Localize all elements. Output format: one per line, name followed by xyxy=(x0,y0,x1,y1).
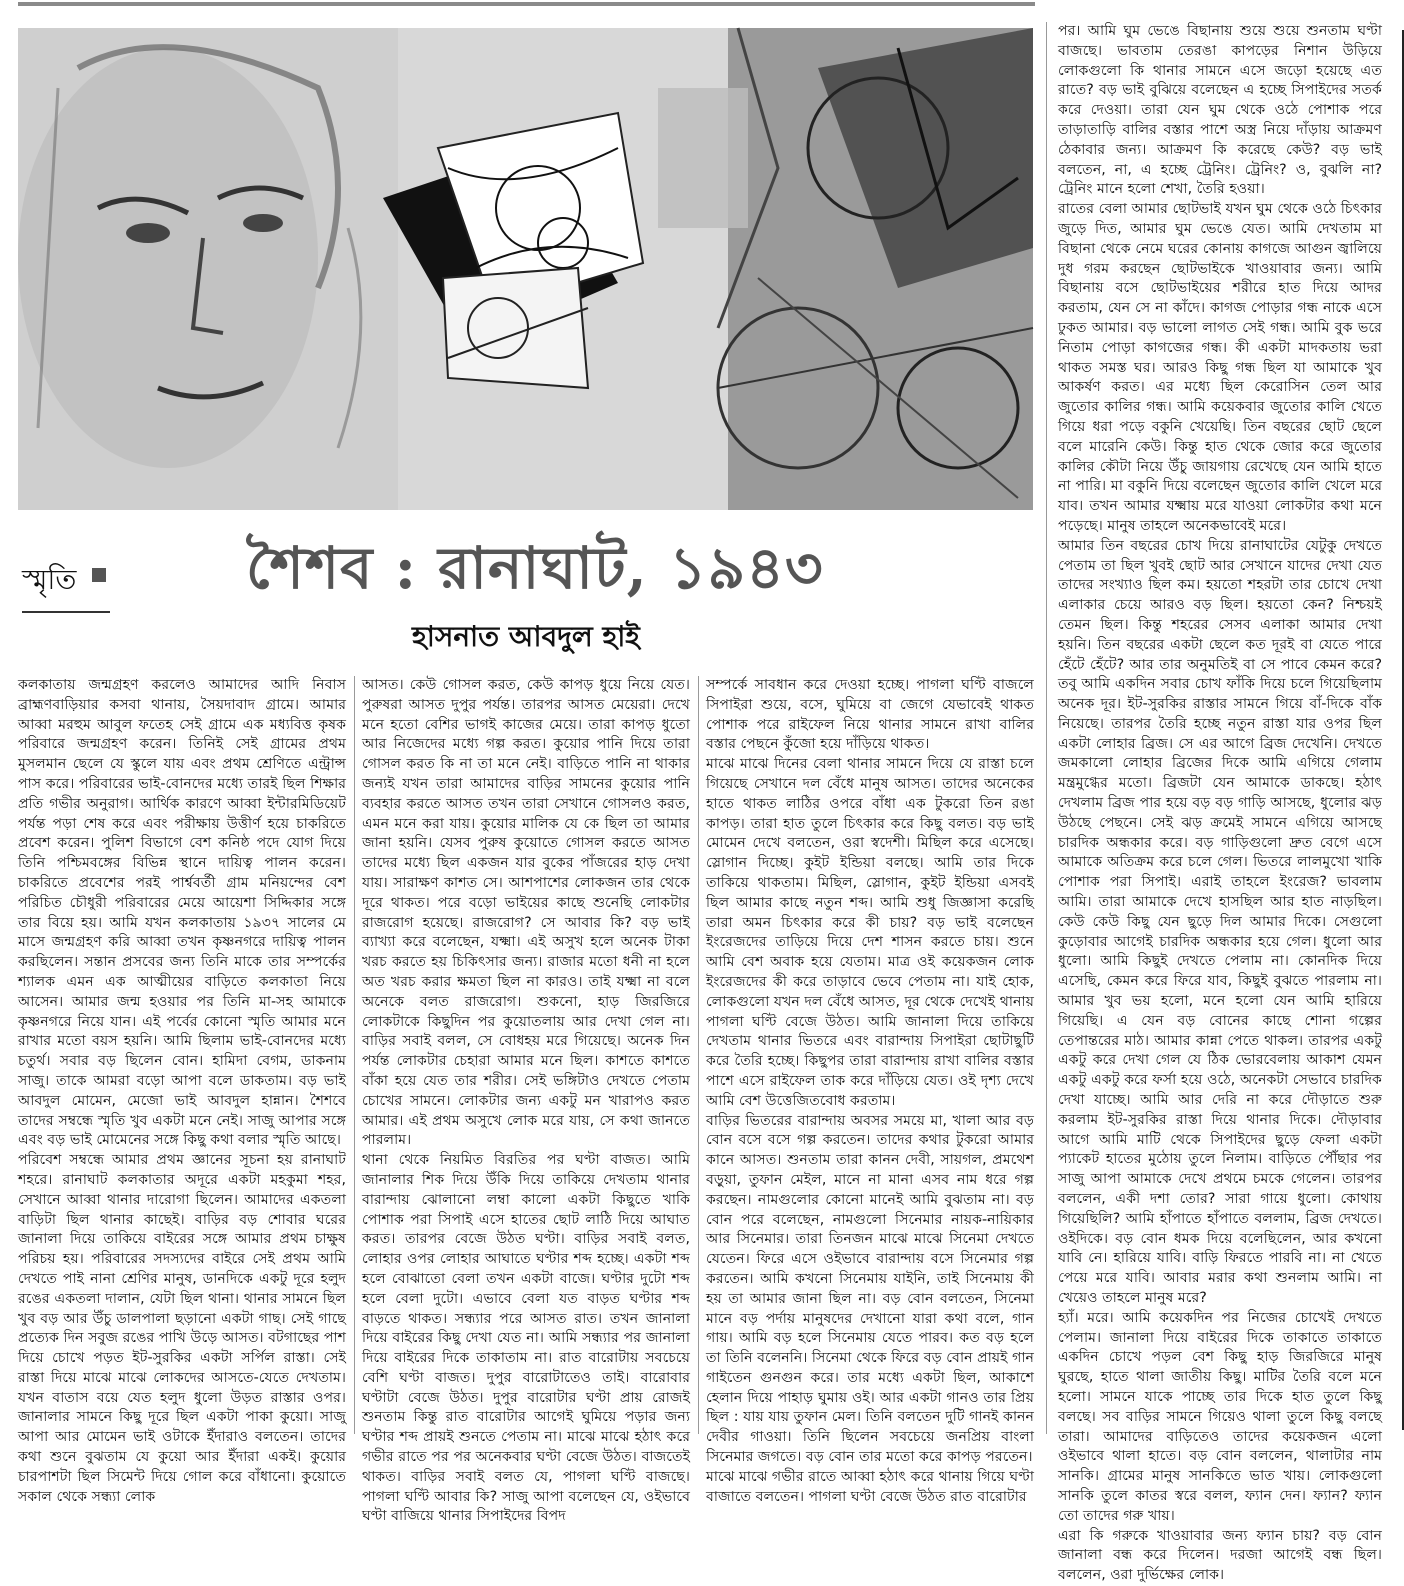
column-divider xyxy=(354,676,355,1434)
article-column-4: পর। আমি ঘুম ভেঙে বিছানায় শুয়ে শুয়ে শুনতাম ঘণ্টা বাজছে। ভাবতাম তেরঙা কাপড়ের নিশান উড়িয়ে লোকগুলো কি থানার সামনে এসে জড়ো হয়েছে এত রাতে? বড় ভাই বুঝিয়ে বলেছেন এ হচ্ছে সিপাইদের সতর্ক করে দেওয়া। তারা যেন ঘুম থেকে ওঠে পোশাক পরে তাড়াতাড়ি বালির বস্তার পাশে অস্ত্র নিয়ে দাঁড়ায় আক্রমণ ঠেকাবার জন্য। আক্রমণ কি করেছে কেউ? বড় ভাই বলতেন, না, এ হচ্ছে ট্রেনিং। ট্রেনিং? ও, বুঝলি না? ট্রেনিং মানে হলো শেখা, তৈরি হওয়া। রাতের বেলা আমার ছোটভাই যখন ঘুম থেকে ওঠে চিৎকার জুড়ে দিত, আমার ঘুম ভেঙে যেত। আমি দেখতাম মা বিছানা থেকে নেমে ঘরের কোনায় কাগজে আগুন জ্বালিয়ে দুধ গরম করছেন ছোটভাইকে খাওয়াবার জন্য। আমি বিছানায় বসে ছোটভাইয়ের শরীরে হাত দিয়ে আদর করতাম, যেন সে না কাঁদে। কাগজ পোড়ার গন্ধ নাকে এসে ঢুকত আমার। বড় ভালো লাগত সেই গন্ধ। আমি বুক ভরে নিতাম পোড়া কাগজের গন্ধ। কী একটা মাদকতায় ভরা থাকত সমস্ত ঘর। আরও কিছু গন্ধ ছিল যা আমাকে খুব আকর্ষণ করত। এর মধ্যে ছিল কেরোসিন তেল আর জুতোর কালির গন্ধ। আমি কয়েকবার জুতোর কালি খেতে গিয়ে ধরা পড়ে বকুনি খেয়েছি। তিন বছরের ছোট ছেলে বলে মারেনি কেউ। কিন্তু হাত থেকে জোর করে জুতোর কালির কৌটা নিয়ে উঁচু জায়গায় রেখেছে যেন আমি হাতে না পারি। মা বকুনি দিয়ে বলেছেন জুতোর কালি খেলে মরে যাব। তখন আমার যক্ষ্মায় মরে যাওয়া লোকটার কথা মনে পড়েছে। মানুষ তাহলে অনেকভাবেই মরে। আমার তিন বছরের চোখ দিয়ে রানাঘাটের যেটুকু দেখতে পেতাম তা ছিল খুবই ছোট আর সেখানে যাদের দেখা যেত তাদের সংখ্যাও ছিল কম। হয়তো শহরটা তার চোখে দেখা এলাকার চেয়ে আরও বড় ছিল। হয়তো কেন? নিশ্চয়ই তেমন ছিল। কিন্তু শহরের সেসব এলাকা আমার দেখা হয়নি। তিন বছরের একটা ছেলে কত দূরই বা যেতে পারে হেঁটে হেঁটে? আর তার অনুমতিই বা সে পাবে কেমন করে? তবু আমি একদিন সবার চোখ ফাঁকি দিয়ে চলে গিয়েছিলাম অনেক দূর। ইট-সুরকির রাস্তার সামনে গিয়ে বাঁ-দিকে বাঁক নিয়েছে। তারপর তৈরি হচ্ছে নতুন রাস্তা যার ওপর ছিল একটা লোহার ব্রিজ। সে এর আগে ব্রিজ দেখেনি। দেখতে জমকালো লোহার ব্রিজের দিকে আমি এগিয়ে গেলাম মন্ত্রমুগ্ধের মতো। ব্রিজটা যেন আমাকে ডাকছে। হঠাৎ দেখলাম ব্রিজ পার হয়ে বড় বড় গাড়ি আসছে, ধুলোর ঝড় উঠছে পেছনে। সেই ঝড় ক্রমেই সামনে এগিয়ে আসছে চারদিক অন্ধকার করে। বড় গাড়িগুলো দ্রুত বেগে এসে আমাকে অতিক্রম করে চলে গেল। ভিতরে লালমুখো খাকি পোশাক পরা সিপাই। এরাই তাহলে ইংরেজ? ভাবলাম আমি। তারা আমাকে দেখে হাসছিল আর হাত নাড়ছিল। কেউ কেউ কিছু যেন ছুড়ে দিল আমার দিকে। সেগুলো কুড়োবার আগেই চারদিক অন্ধকার হয়ে গেল। ধুলো আর ধুলো। আমি কিছুই দেখতে পেলাম না। কোনদিক দিয়ে এসেছি, কেমন করে ফিরে যাব, কিছুই বুঝতে পারলাম না। আমার খুব ভয় হলো, মনে হলো যেন আমি হারিয়ে গিয়েছি। এ যেন বড় বোনের কাছে শোনা গল্পের তেপান্তরের মাঠ। আমার কান্না পেতে থাকল। তারপর একটু একটু করে দেখা গেল যে ঠিক ভোরবেলায় আকাশ যেমন একটু একটু করে ফর্সা হয়ে ওঠে, অনেকটা সেভাবে চারদিক দেখা যাচ্ছে। আমি আর দেরি না করে দৌড়াতে শুরু করলাম ইট-সুরকির রাস্তা দিয়ে থানার দিকে। দৌড়াবার আগে আমি মাটি থেকে সিপাইদের ছুড়ে ফেলা একটা প্যাকেট হাতের মুঠোয় তুলে নিলাম। বাড়িতে পৌঁছার পর সাজু আপা আমাকে দেখে প্রথমে চমকে গেলেন। তারপর বললেন, একী দশা তোর? সারা গায়ে ধুলো। কোথায় গিয়েছিলি? আমি হাঁপাতে হাঁপাতে বললাম, ব্রিজ দেখতে। ওইদিকে। বড় বোন ধমক দিয়ে বলেছিলেন, আর কখনো যাবি নে। হারিয়ে যাবি। বাড়ি ফিরতে পারবি না। না খেতে পেয়ে মরে যাবি। আবার মরার কথা শুনলাম আমি। না খেয়েও তাহলে মানুষ মরে? হ্যাঁ। মরে। আমি কয়েকদিন পর নিজের চোখেই দেখতে পেলাম। জানালা দিয়ে বাইরের দিকে তাকাতে তাকাতে একদিন চোখে পড়ল বেশ কিছু হাড় জিরজিরে মানুষ ঘুরছে, হাতে থালা জাতীয় কিছু। মাটির তৈরি বলে মনে হলো। সামনে যাকে পাচ্ছে তার দিকে হাত তুলে কিছু বলছে। সব বাড়ির সামনে গিয়েও থালা তুলে কিছু বলছে তারা। আমাদের বাড়িতেও তাদের কয়েকজন এলো ওইভাবে থালা হাতে। বড় বোন বললেন, থালাটার নাম সানকি। গ্রামের মানুষ সানকিতে ভাত খায়। লোকগুলো সানকি তুলে কাতর স্বরে বলল, ফ্যান দেন। ফ্যান? ফ্যান তো তাদের গরু খায়। এরা কি গরুকে খাওয়াবার জন্য ফ্যান চায়? বড় বোন জানালা বন্ধ করে দিলেন। দরজা আগেই বন্ধ ছিল। বললেন, ওরা দুর্ভিক্ষের লোক। xyxy=(1058,23,1382,1584)
section-label: স্মৃতি xyxy=(22,558,110,613)
article-headline: শৈশব : রানাঘাট, ১৯৪৩ xyxy=(246,534,824,602)
article-column-1: কলকাতায় জন্মগ্রহণ করলেও আমাদের আদি নিবাস ব্রাহ্মণবাড়িয়ার কসবা থানায়, সৈয়দাবাদ গ্রামে। আমার আব্বা মরহুম আবুল ফতেহ সেই গ্রামে এক মধ্যবিত্ত কৃষক পরিবারে জন্মগ্রহণ করেন। তিনিই সেই গ্রামের প্রথম মুসলমান ছেলে যে স্কুলে যায় এবং প্রথম শ্রেণিতে এন্ট্রান্স পাস করে। পরিবারের ভাই-বোনদের মধ্যে তারই ছিল শিক্ষার প্রতি গভীর অনুরাগ। আর্থিক কারণে আব্বা ইন্টারমিডিয়েট পর্যন্ত পড়া শেষ করে এবং পরীক্ষায় উত্তীর্ণ হয়ে চাকরিতে প্রবেশ করেন। পুলিশ বিভাগে বেশ কনিষ্ঠ পদে যোগ দিয়ে তিনি পশ্চিমবঙ্গের বিভিন্ন স্থানে দায়িত্ব পালন করেন। চাকরিতে প্রবেশের পরই পার্শ্ববর্তী গ্রাম মনিয়ন্দের বেশ পরিচিত চৌধুরী পরিবারের মেয়ে আয়েশা সিদ্দিকার সঙ্গে তার বিয়ে হয়। আমি যখন কলকাতায় ১৯৩৭ সালের মে মাসে জন্মগ্রহণ করি আব্বা তখন কৃষ্ণনগরে দায়িত্ব পালন করছিলেন। সন্তান প্রসবের জন্য তিনি মাকে তার সম্পর্কের শ্যালক এমন এক আত্মীয়ের বাড়িতে কলকাতা নিয়ে আসেন। আমার জন্ম হওয়ার পর তিনি মা-সহ আমাকে কৃষ্ণনগরে নিয়ে যান। এই পর্বের কোনো স্মৃতি আমার মনে রাখার মতো বয়স হয়নি। আমি ছিলাম ভাই-বোনদের মধ্যে চতুর্থ। সবার বড় ছিলেন বোন। হামিদা বেগম, ডাকনাম সাজু। তাকে আমরা বড়ো আপা বলে ডাকতাম। বড় ভাই আবদুল মোমেন, মেজো ভাই আবদুল হান্নান। শৈশবে তাদের সম্বন্ধে স্মৃতি খুব একটা মনে নেই। সাজু আপার সঙ্গে এবং বড় ভাই মোমেনের সঙ্গে কিছু কথা বলার স্মৃতি আছে। পরিবেশ সম্বন্ধে আমার প্রথম জ্ঞানের সূচনা হয় রানাঘাট শহরে। রানাঘাট কলকাতার অদূরে একটা মহকুমা শহর, সেখানে আব্বা থানার দারোগা ছিলেন। আমাদের একতলা বাড়িটা ছিল থানার কাছেই। বাড়ির বড় শোবার ঘরের জানালা দিয়ে তাকিয়ে বাইরের সঙ্গে আমার প্রথম চাক্ষুষ পরিচয় হয়। পরিবারের সদস্যদের বাইরে সেই প্রথম আমি দেখতে পাই নানা শ্রেণির মানুষ, ডানদিকে একটু দূরে হলুদ রঙের একতলা দালান, যেটা ছিল থানা। থানার সামনে ছিল খুব বড় আর উঁচু ডালপালা ছড়ানো একটা গাছ। সেই গাছে প্রত্যেক দিন সবুজ রঙের পাখি উড়ে আসত। বটগাছের পাশ দিয়ে চোখে পড়ত ইট-সুরকির একটা সর্পিল রাস্তা। সেই রাস্তা দিয়ে মাঝে মাঝে লোকদের আসতে-যেতে দেখতাম। যখন বাতাস বয়ে যেত হলুদ ধুলো উড়ত রাস্তার ওপর। জানালার সামনে কিছু দূরে ছিল একটা পাকা কুয়ো। সাজু আপা আর মোমেন ভাই ওটাকে ইঁদারাও বলতেন। তাদের কথা শুনে বুঝতাম যে কুয়ো আর ইঁদারা একই। কুয়োর চারপাশটা ছিল সিমেন্ট দিয়ে গোল করে বাঁধানো। কুয়োতে সকাল থেকে সন্ধ্যা লোক xyxy=(18,677,346,1505)
sketch-artwork xyxy=(18,28,1033,510)
column-divider xyxy=(698,676,699,1434)
header-illustration xyxy=(18,28,1033,510)
top-rule xyxy=(18,2,1035,6)
section-marker-icon xyxy=(92,568,106,582)
column-divider xyxy=(1046,22,1047,1434)
article-column-3: সম্পর্কে সাবধান করে দেওয়া হচ্ছে। পাগলা ঘণ্টি বাজলে সিপাইরা শুয়ে, বসে, ঘুমিয়ে বা জেগে যেভাবেই থাকত পোশাক পরে রাইফেল নিয়ে থানার সামনে রাখা বালির বস্তার পেছনে কুঁজো হয়ে দাঁড়িয়ে থাকত। মাঝে মাঝে দিনের বেলা থানার সামনে দিয়ে যে রাস্তা চলে গিয়েছে সেখানে দল বেঁধে মানুষ আসত। তাদের অনেকের হাতে থাকত লাঠির ওপরে বাঁধা এক টুকরো তিন রঙা কাপড়। তারা হাত তুলে চিৎকার করে কিছু বলত। বড় ভাই মোমেন দেখে বলতেন, ওরা স্বদেশী। মিছিল করে এসেছে। স্লোগান দিচ্ছে। কুইট ইন্ডিয়া বলছে। আমি তার দিকে তাকিয়ে থাকতাম। মিছিল, স্লোগান, কুইট ইন্ডিয়া এসবই ছিল আমার কাছে নতুন শব্দ। আমি শুধু জিজ্ঞাসা করেছি তারা অমন চিৎকার করে কী চায়? বড় ভাই বলেছেন ইংরেজদের তাড়িয়ে দিয়ে দেশ শাসন করতে চায়। শুনে আমি বেশ অবাক হয়ে যেতাম। মাত্র ওই কয়েকজন লোক ইংরেজদের কী করে তাড়াবে ভেবে পেতাম না। যাই হোক, লোকগুলো যখন দল বেঁধে আসত, দূর থেকে দেখেই থানায় পাগলা ঘণ্টি বেজে উঠত। আমি জানালা দিয়ে তাকিয়ে দেখতাম থানার ভিতরে এবং বারান্দায় সিপাইরা ছোটাছুটি করে তৈরি হচ্ছে। কিছুপর তারা বারান্দায় রাখা বালির বস্তার পাশে এসে রাইফেল তাক করে দাঁড়িয়ে যেত। ওই দৃশ্য দেখে আমি বেশ উত্তেজিতবোধ করতাম। বাড়ির ভিতরের বারান্দায় অবসর সময়ে মা, খালা আর বড় বোন বসে বসে গল্প করতেন। তাদের কথার টুকরো আমার কানে আসত। শুনতাম তারা কানন দেবী, সায়গল, প্রমথেশ বড়ুয়া, তুফান মেইল, মানে না মানা এসব নাম ধরে গল্প করছেন। নামগুলোর কোনো মানেই আমি বুঝতাম না। বড় বোন পরে বলেছেন, নামগুলো সিনেমার নায়ক-নায়িকার আর সিনেমার। তারা তিনজন মাঝে মাঝে সিনেমা দেখতে যেতেন। ফিরে এসে ওইভাবে বারান্দায় বসে সিনেমার গল্প করতেন। আমি কখনো সিনেমায় যাইনি, তাই সিনেমায় কী হয় তা আমার জানা ছিল না। বড় বোন বলতেন, সিনেমা মানে বড় পর্দায় মানুষদের দেখানো যারা কথা বলে, গান গায়। আমি বড় হলে সিনেমায় যেতে পারব। কত বড় হলে তা তিনি বলেননি। সিনেমা থেকে ফিরে বড় বোন প্রায়ই গান গাইতেন গুনগুন করে। তার মধ্যে একটা ছিল, আকাশে হেলান দিয়ে পাহাড় ঘুমায় ওই। আর একটা গানও তার প্রিয় ছিল : যায় যায় তুফান মেল। তিনি বলতেন দুটি গানই কানন দেবীর গাওয়া। তিনি ছিলেন সবচেয়ে জনপ্রিয় বাংলা সিনেমার জগতে। বড় বোন তার মতো করে কাপড় পরতেন। মাঝে মাঝে গভীর রাতে আব্বা হঠাৎ করে থানায় গিয়ে ঘণ্টা বাজাতে বলতেন। পাগলা ঘণ্টা বেজে উঠত রাত বারোটার xyxy=(706,677,1034,1505)
article-column-2: আসত। কেউ গোসল করত, কেউ কাপড় ধুয়ে নিয়ে যেত। পুরুষরা আসত দুপুর পর্যন্ত। তারপর আসত মেয়েরা। দেখে মনে হতো বেশির ভাগই কাজের মেয়ে। তারা কাপড় ধুতো আর নিজেদের মধ্যে গল্প করত। কুয়োর পানি দিয়ে তারা গোসল করত কি না তা মনে নেই। বাড়িতে পানি না থাকার জন্যই যখন তারা আমাদের বাড়ির সামনের কুয়োর পানি ব্যবহার করতে আসত তখন তারা সেখানে গোসলও করত, এমন মনে করা যায়। কুয়োর মালিক যে কে ছিল তা আমার জানা হয়নি। যেসব পুরুষ কুয়োতে গোসল করতে আসত তাদের মধ্যে ছিল একজন যার বুকের পাঁজরের হাড় দেখা যায়। সারাক্ষণ কাশত সে। আশপাশের লোকজন তার থেকে দূরে থাকত। পরে বড়ো ভাইয়ের কাছে শুনেছি লোকটার রাজরোগ হয়েছে। রাজরোগ? সে আবার কি? বড় ভাই ব্যাখ্যা করে বলেছেন, যক্ষ্মা। এই অসুখ হলে অনেক টাকা খরচ করতে হয় চিকিৎসার জন্য। রাজার মতো ধনী না হলে অত খরচ করার ক্ষমতা ছিল না কারও। তাই যক্ষ্মা না বলে অনেকে বলত রাজরোগ। শুকনো, হাড় জিরজিরে লোকটাকে কিছুদিন পর কুয়োতলায় আর দেখা গেল না। বাড়ির সবাই বলল, সে বোধহয় মরে গিয়েছে। অনেক দিন পর্যন্ত লোকটার চেহারা আমার মনে ছিল। কাশতে কাশতে বাঁকা হয়ে যেত তার শরীর। সেই ভঙ্গিটাও দেখতে পেতাম চোখের সামনে। লোকটার জন্য একটু মন খারাপও করত আমার। এই প্রথম অসুখে লোক মরে যায়, সে কথা জানতে পারলাম। থানা থেকে নিয়মিত বিরতির পর ঘণ্টা বাজত। আমি জানালার শিক দিয়ে উঁকি দিয়ে তাকিয়ে দেখতাম থানার বারান্দায় ঝোলানো লম্বা কালো একটা কিছুতে খাকি পোশাক পরা সিপাই এসে হাতের ছোট লাঠি দিয়ে আঘাত করত। তারপর বেজে উঠত ঘণ্টা। বাড়ির সবাই বলত, লোহার ওপর লোহার আঘাতে ঘণ্টার শব্দ হচ্ছে। একটা শব্দ হলে বোঝাতো বেলা তখন একটা বাজে। ঘণ্টার দুটো শব্দ হলে বেলা দুটো। এভাবে বেলা যত বাড়ত ঘণ্টার শব্দ বাড়তে থাকত। সন্ধ্যার পরে আসত রাত। তখন জানালা দিয়ে বাইরের কিছু দেখা যেত না। আমি সন্ধ্যার পর জানালা দিয়ে বাইরের দিকে তাকাতাম না। রাত বারোটায় সবচেয়ে বেশি ঘণ্টা বাজত। দুপুর বারোটাতেও তাই। বারোবার ঘণ্টাটা বেজে উঠত। দুপুর বারোটার ঘণ্টা প্রায় রোজই শুনতাম কিন্তু রাত বারোটার আগেই ঘুমিয়ে পড়ার জন্য ঘণ্টার শব্দ প্রায়ই শুনতে পেতাম না। মাঝে মাঝে হঠাৎ করে গভীর রাতে পর পর অনেকবার ঘণ্টা বেজে উঠত। বাজতেই থাকত। বাড়ির সবাই বলত যে, পাগলা ঘণ্টি বাজছে। পাগলা ঘণ্টি আবার কি? সাজু আপা বলেছেন যে, ওইভাবে ঘণ্টা বাজিয়ে থানার সিপাইদের বিপদ xyxy=(362,677,690,1525)
article-byline: হাসনাত আবদুল হাই xyxy=(412,620,640,653)
